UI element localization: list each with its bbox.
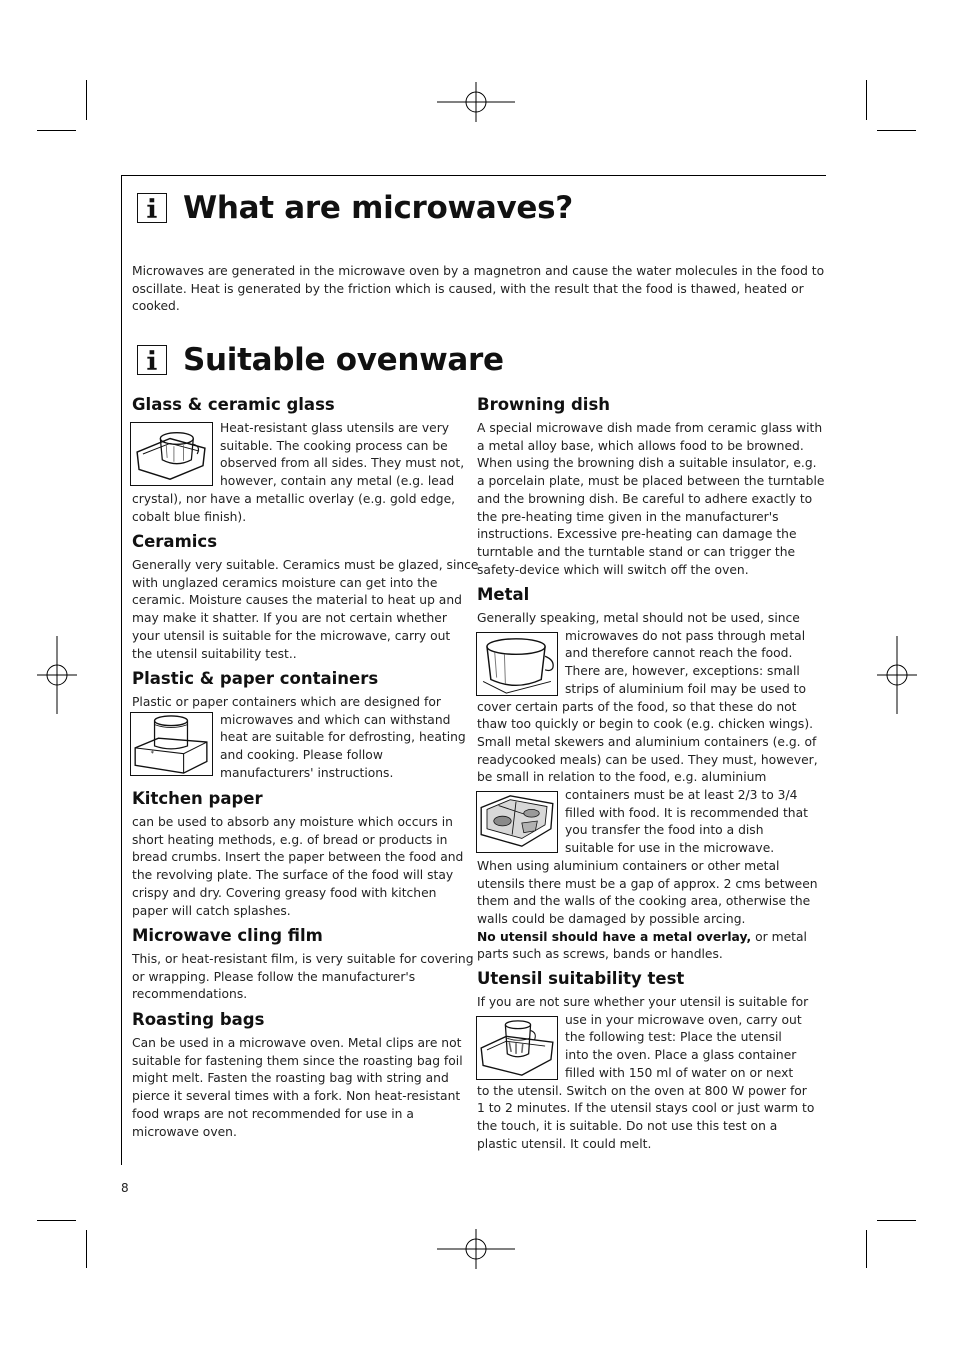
crop-mark bbox=[86, 80, 87, 120]
page-number: 8 bbox=[121, 1181, 129, 1195]
registration-mark-icon bbox=[437, 1229, 515, 1269]
crop-mark bbox=[86, 1230, 87, 1268]
registration-mark-icon bbox=[437, 82, 515, 122]
section-title: Suitable ovenware bbox=[183, 342, 504, 378]
browning-dish-paragraph: A special microwave dish made from ceramic glass with a metal alloy base, which allows food to be browned. When using the browning dish a suitable insulator, e.g. a porcelain plate, must be placed between the turntable and the browning dish. Be careful to adhere exactly to the pre-heating time given in the manufacturer's instructions. Excessive pre-heating can damage the turntable and the turntable stand or can trigger the safety-device which will switch off the oven. bbox=[477, 421, 825, 577]
roasting-bags-paragraph: Can be used in a microwave oven. Metal clips are not suitable for fastening them since the roasting bag foil might melt. Fasten the roasting bag with string and pierce it several times with a fork. Non heat-resistant food wraps are not recommended for use in a microwave oven. bbox=[132, 1036, 463, 1139]
frame-top-rule bbox=[121, 175, 826, 176]
svg-text:*: * bbox=[150, 749, 155, 758]
crop-mark bbox=[877, 1220, 916, 1221]
cling-film-paragraph: This, or heat-resistant film, is very suitable for covering or wrapping. Please follow the manufacturer's recommendations. bbox=[132, 952, 474, 1002]
subheading-kitchen-paper: Kitchen paper bbox=[132, 789, 263, 808]
frame-left-rule bbox=[121, 175, 122, 1165]
crop-mark bbox=[37, 130, 76, 131]
heading-what-are-microwaves bbox=[137, 190, 573, 226]
subheading-glass: Glass & ceramic glass bbox=[132, 395, 335, 414]
subheading-browning-dish: Browning dish bbox=[477, 395, 611, 414]
subheading-cling-film: Microwave cling film bbox=[132, 926, 323, 945]
page-title: What are microwaves? bbox=[183, 190, 573, 226]
crop-mark bbox=[877, 130, 916, 131]
intro-paragraph: Microwaves are generated in the microwave oven by a magnetron and cause the water molecules in the food to oscillate. Heat is generated by the friction which is caused, with the result that the food is thawed, heated or cooked. bbox=[132, 264, 825, 314]
subheading-suitability-test: Utensil suitability test bbox=[477, 969, 685, 988]
registration-mark-icon bbox=[877, 636, 917, 714]
plastic-paragraph: Plastic or paper containers which are designed for microwaves and which can withstand heat are suitable for defrosting, heating and cooking. Please follow manufacturers' instructions. bbox=[132, 695, 466, 780]
crop-mark bbox=[866, 1230, 867, 1268]
subheading-roasting-bags: Roasting bags bbox=[132, 1010, 265, 1029]
info-icon bbox=[137, 193, 167, 223]
kitchen-paper-paragraph: can be used to absorb any moisture which occurs in short heating methods, e.g. of bread or products in bread crumbs. Insert the paper between the food and the revolving plate. The surface of the food will stay crispy and dry. Covering greasy food with kitchen paper will catch splashes. bbox=[132, 815, 464, 918]
crop-mark bbox=[37, 1220, 76, 1221]
registration-mark-icon bbox=[37, 636, 77, 714]
ceramics-paragraph: Generally very suitable. Ceramics must be glazed, since with unglazed ceramics moisture can get into the ceramic. Moisture causes the material to heat up and may make it shatter. If you are not certain whether your utensil is suitable for the microwave, carry out the utensil suitability test.. bbox=[132, 558, 479, 661]
subheading-metal: Metal bbox=[477, 585, 530, 604]
metal-warning: No utensil should have a metal overlay, or metal bbox=[477, 929, 807, 944]
subheading-plastic: Plastic & paper containers bbox=[132, 669, 379, 688]
metal-paragraph: Generally speaking, metal should not be used, since microwaves do not pass through metal and therefore cannot reach the food. There are, however, exceptions: small strips of aluminium foil may be used to cover certain parts of the food, so that these do not thaw too quickly or begin to cook (e.g. chicken wings). Small metal skewers and aluminium containers (e.g. of readycooked meals) can be used. They must, however, be small in relation to the food, e.g. aluminium containers must be at least 2/3 to 3/4 filled with food. It is recommended that you transfer the food into a dish suitable for use in the microwave. When using aluminium containers or other metal utensils there must be a gap of approx. 2 cms between them and the walls of the cooking area, otherwise the walls could be damaged by possible arcing. No utensil should have a metal overlay, or metal parts such as screws, bands or handles. bbox=[477, 611, 818, 962]
suitability-test-paragraph: If you are not sure whether your utensil is suitable for use in your microwave oven, carry out the following test: Place the utensil into the oven. Place a glass container filled with 150 ml of water on or next to the utensil. Switch on the oven at 800 W power for 1 to 2 minutes. If the utensil stays cool or just warm to the touch, it is suitable. Do not use this test on a plastic utensil. It could melt. bbox=[477, 995, 815, 1151]
heading-suitable-ovenware bbox=[137, 342, 504, 378]
crop-mark bbox=[866, 80, 867, 120]
subheading-ceramics: Ceramics bbox=[132, 532, 218, 551]
glass-paragraph: Heat-resistant glass utensils are very suitable. The cooking process can be observed from all sides. They must not, however, contain any metal (e.g. lead crystal), nor have a metallic overlay (e.g. gold edge, cobalt blue finish). bbox=[132, 421, 465, 524]
info-icon bbox=[137, 345, 167, 375]
